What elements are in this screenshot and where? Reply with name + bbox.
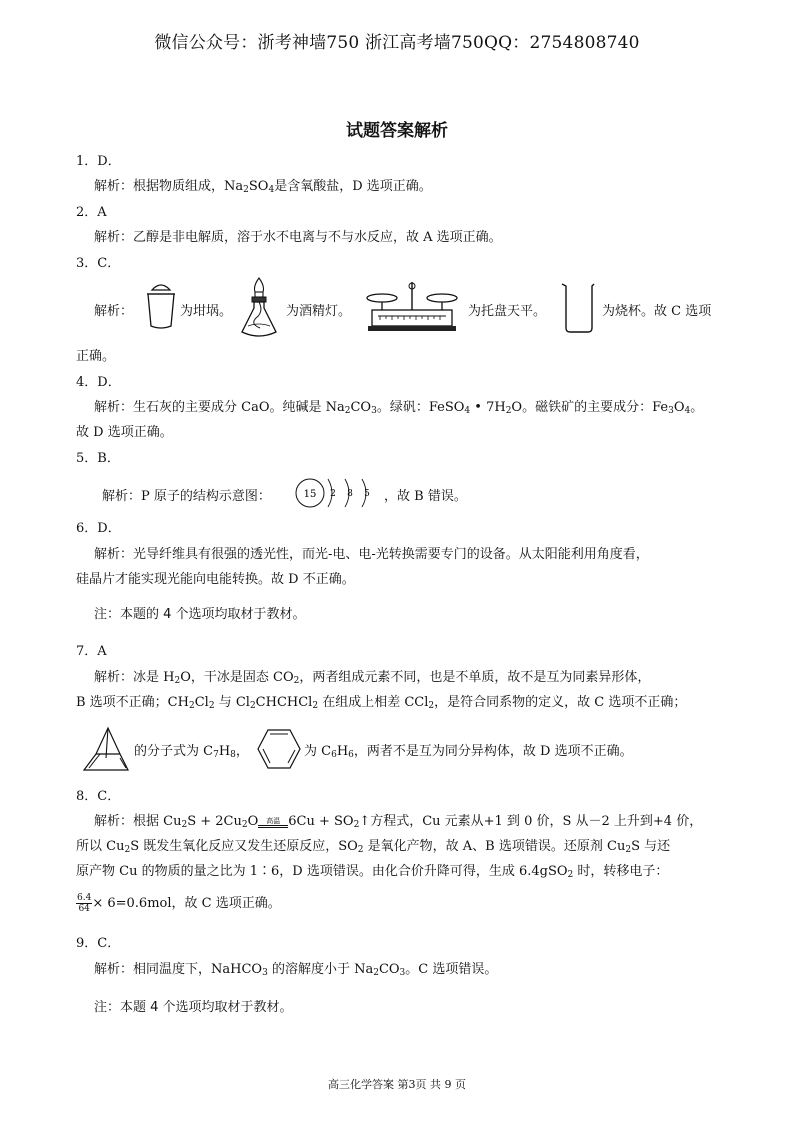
atom-shell-2-label: 8 xyxy=(347,489,353,499)
norbornadiene-structure-icon xyxy=(76,724,132,774)
q2-explanation: 解析：乙醇是非电解质，溶于水不电离与不与水反应，故 A 选项正确。 xyxy=(94,230,502,245)
q8-explanation-line4: $\frac{6.4}{64}\times 6=0.6mol$，故 C 选项正确。 xyxy=(77,893,281,914)
q3-explanation-cont: 正确。 xyxy=(76,349,116,364)
q5-explanation: 解析：P 原子的结构示意图： 15 2 8 5 ，故 B 错误。 xyxy=(94,476,694,510)
fraction: $\frac{6.4}{64}$ xyxy=(77,893,92,914)
balance-scale-icon xyxy=(366,280,458,338)
q6-explanation: 解析：光导纤维具有很强的透光性，而光-电、电-光转换需要专门的设备。从太阳能利用角度看， xyxy=(94,547,649,562)
q8-explanation-line1: 解析：根据 $Cu_2S + 2Cu_2O$ 高温 $6Cu + SO_2↑$方程式，Cu 元素从+1 到 0 价，S 从－2 上升到+4 价， xyxy=(94,814,703,830)
q4-explanation-cont: 故 D 选项正确。 xyxy=(76,425,173,440)
q9-explanation: 解析：相同温度下，NaHCO$_3$ 的溶解度小于 $Na_2CO_3$。C 选项错误。 xyxy=(94,962,498,978)
page-header: 微信公众号：浙考神墙750 浙江高考墙750QQ：2754808740 xyxy=(154,33,640,53)
q7-number: 7．A xyxy=(76,644,107,659)
q5-number: 5．B． xyxy=(76,451,120,466)
q7-explanation-line2: B 选项不正确；$CH_2Cl_2$ 与 $Cl_2CHCHCl_2$ 在组成上相差 CCl$_2$，是符合同系物的定义，故 C 选项不正确； xyxy=(76,695,687,711)
q9-number: 9．C． xyxy=(76,936,121,951)
atom-structure-diagram xyxy=(292,476,382,510)
q4-number: 4．D． xyxy=(76,375,121,390)
q1-number: 1．D． xyxy=(76,154,121,169)
note-1: 注：本题的 4 个选项均取材于教材。 xyxy=(94,607,306,622)
q2-number: 2．A xyxy=(76,205,107,220)
page-title: 试题答案解析 xyxy=(346,121,448,141)
beaker-icon xyxy=(560,282,596,334)
atom-shell-3-label: 5 xyxy=(364,489,370,499)
q8-explanation-line3: 原产物 Cu 的物质的量之比为 1∶6，D 选项错误。由化合价升降可得，生成 6.4gSO$_2$ 时，转移电子： xyxy=(76,864,669,880)
q8-number: 8．C． xyxy=(76,789,121,804)
q4-explanation: 解析：生石灰的主要成分 CaO。纯碱是 $Na_2CO_3$。绿矾：FeSO$_4$ • $7H_2O$。磁铁矿的主要成分：$Fe_3O_4$。 xyxy=(94,400,704,416)
alcohol-lamp-icon xyxy=(238,276,280,342)
q8-explanation-line2: 所以 $Cu_2S$ 既发生氧化反应又发生还原反应，$SO_2$ 是氧化产物，故 A、B 选项错误。还原剂 $Cu_2S$ 与还 xyxy=(76,839,671,855)
q7-explanation-line3: 的分子式为 $C_7H_8$， 为 $C_6H_6$，两者不是互为同分异构体，故 D 选项不正确。 xyxy=(76,720,736,780)
page-footer: 高三化学答案 第3页 共 9 页 xyxy=(328,1078,466,1091)
reaction-condition-sign: 高温 xyxy=(258,817,288,828)
q3-number: 3．C． xyxy=(76,256,121,271)
note-2: 注：本题 4 个选项均取材于教材。 xyxy=(94,1000,293,1015)
q6-explanation-cont: 硅晶片才能实现光能向电能转换。故 D 不正确。 xyxy=(76,572,355,587)
crucible-icon xyxy=(144,282,178,332)
q7-explanation-line1: 解析：冰是 $H_2O$，干冰是固态 $CO_2$，两者组成元素不同，也是不单质，故不是互为同素异形体， xyxy=(94,670,651,686)
atom-nucleus-label: 15 xyxy=(303,489,317,500)
q6-number: 6．D． xyxy=(76,521,121,536)
benzene-structure-icon xyxy=(256,728,302,770)
atom-shell-1-label: 2 xyxy=(330,489,336,499)
q1-explanation: 解析：根据物质组成，$Na_2SO_4$是含氧酸盐，D 选项正确。 xyxy=(94,179,432,195)
